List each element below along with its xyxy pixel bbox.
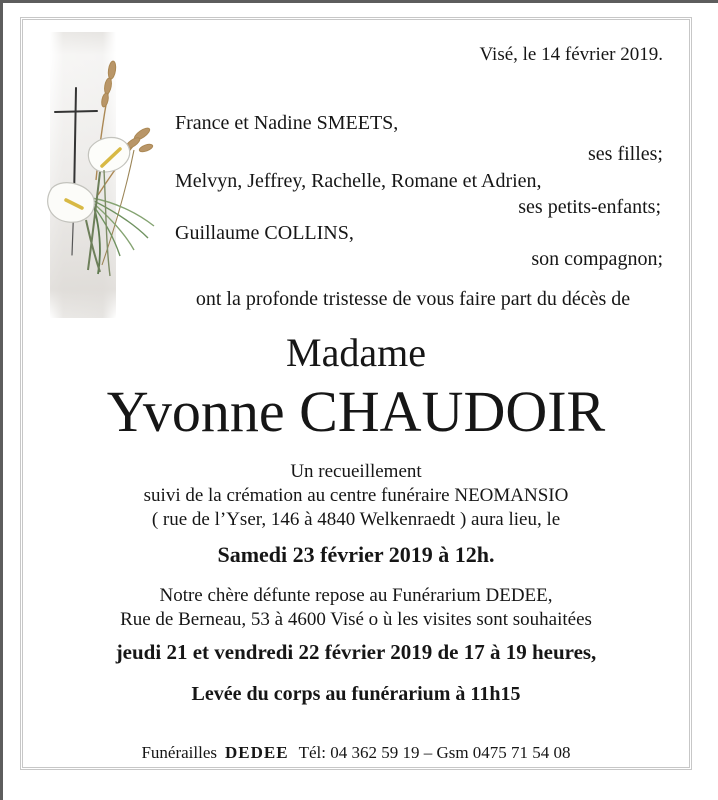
- visit-hours: jeudi 21 et vendredi 22 février 2019 de 17 à 19 heures,: [115, 640, 597, 664]
- dateline: Visé, le 14 février 2019.: [479, 44, 663, 65]
- ceremony-line-2: suivi de la crémation au centre funéraire NEOMANSIO: [143, 485, 569, 506]
- funeral-home-contact: Tél: 04 362 59 19 – Gsm 0475 71 54 08: [298, 743, 571, 762]
- scan-edge-top: [0, 0, 718, 3]
- ceremony-line-3: ( rue de l’Yser, 146 à 4840 Welkenraedt ) aura lieu, le: [151, 509, 561, 530]
- scan-edge-left: [0, 0, 3, 800]
- ceremony-line-1: Un recueillement: [290, 461, 422, 482]
- cross-lilies-illustration: [34, 30, 166, 322]
- repose-line-2: Rue de Berneau, 53 à 4600 Visé o ù les visites sont souhaitées: [120, 609, 592, 630]
- deceased-name: Yvonne CHAUDOIR: [106, 379, 606, 444]
- deceased-title: Madame: [286, 330, 426, 375]
- relatives-names-2: Melvyn, Jeffrey, Rachelle, Romane et Adrien,: [175, 170, 542, 192]
- funeral-home-name: DEDEE: [224, 743, 289, 762]
- repose-line-1: Notre chère défunte repose au Funérarium DEDEE,: [159, 585, 553, 606]
- announcement-sentence: ont la profonde tristesse de vous faire part du décès de: [195, 288, 631, 310]
- relatives-names-1: France et Nadine SMEETS,: [175, 112, 399, 134]
- funeral-home-prefix: Funérailles: [141, 743, 217, 762]
- relation-label-3: son compagnon;: [531, 248, 663, 270]
- relatives-names-3: Guillaume COLLINS,: [175, 222, 354, 244]
- ribbon-band: [50, 32, 116, 318]
- funeral-home-footer: [20, 743, 692, 763]
- ceremony-datetime: Samedi 23 février 2019 à 12h.: [217, 542, 495, 567]
- relation-label-1: ses filles;: [588, 143, 663, 165]
- levee-du-corps: Levée du corps au funérarium à 11h15: [191, 683, 521, 705]
- relation-label-2: ses petits-enfants;: [518, 196, 661, 218]
